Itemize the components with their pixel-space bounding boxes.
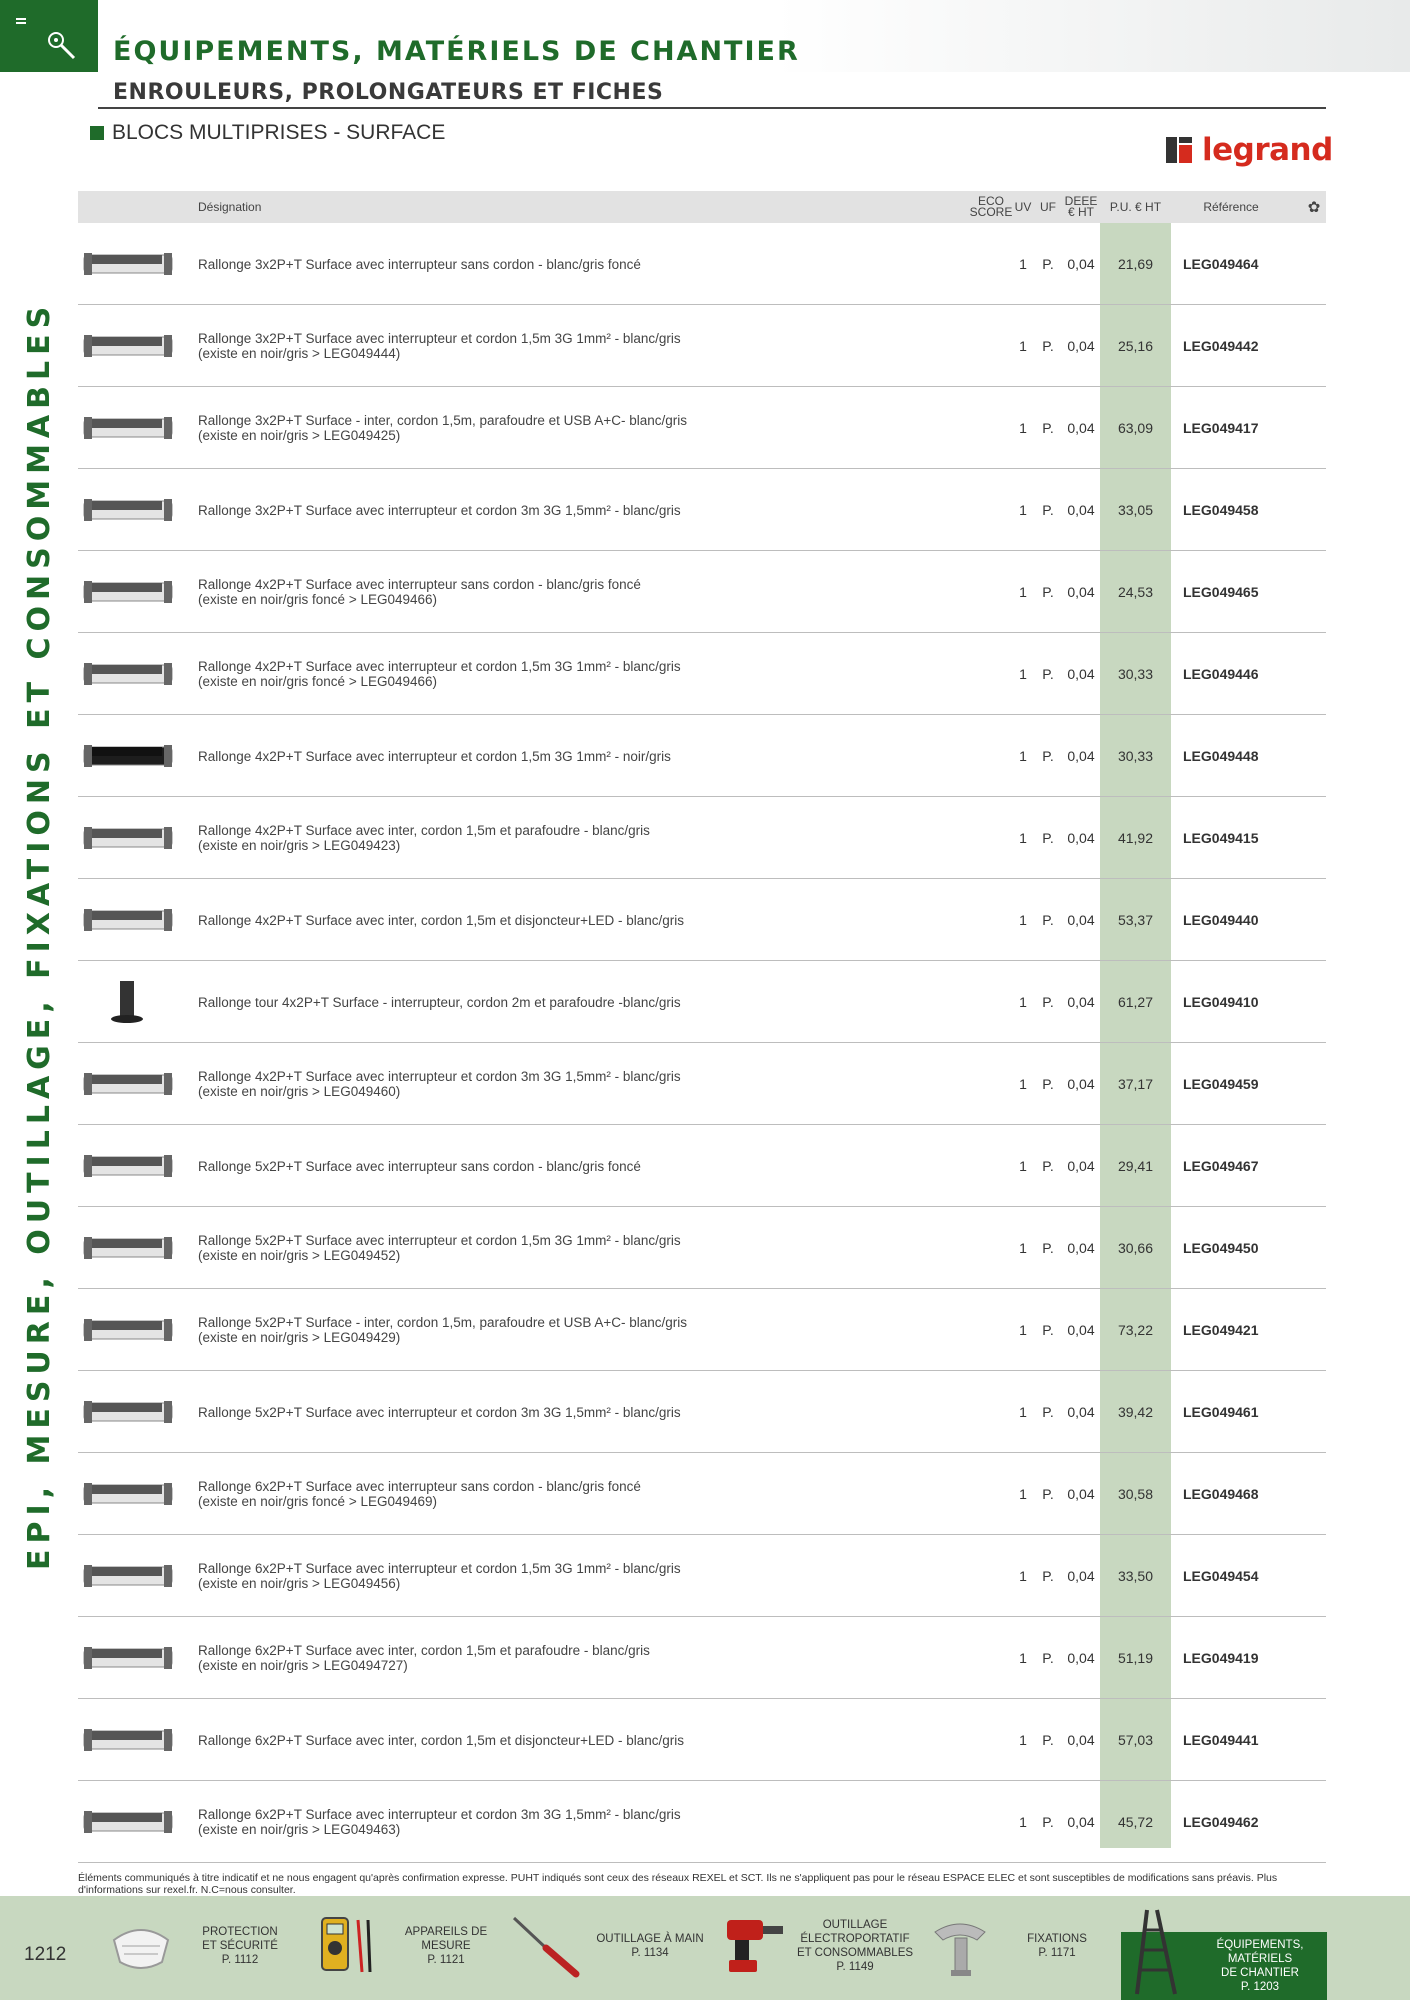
cell-uf: P. bbox=[1042, 748, 1054, 764]
designation-line: Rallonge tour 4x2P+T Surface - interrupteur, cordon 2m et parafoudre -blanc/gris bbox=[198, 994, 681, 1010]
nav-label-line: DE CHANTIER bbox=[1221, 1967, 1299, 1979]
table-row[interactable] bbox=[78, 715, 1326, 797]
designation-variant: (existe en noir/gris > LEG049444) bbox=[198, 346, 401, 361]
cell-price: 53,37 bbox=[1117, 912, 1154, 928]
cell-price: 21,69 bbox=[1117, 256, 1154, 272]
nav-label-line: P. 1134 bbox=[631, 1947, 669, 1959]
nav-site-equipment[interactable] bbox=[1121, 1932, 1327, 2000]
nav-measure[interactable] bbox=[300, 1896, 510, 2000]
product-image bbox=[80, 1391, 176, 1433]
cell-uf: P. bbox=[1042, 502, 1054, 518]
designation-variant: (existe en noir/gris > LEG049460) bbox=[198, 1084, 401, 1099]
table-row[interactable] bbox=[78, 1043, 1326, 1125]
cell-price: 41,92 bbox=[1117, 830, 1154, 846]
product-designation bbox=[198, 387, 958, 469]
cell-price: 30,33 bbox=[1117, 748, 1154, 764]
product-designation bbox=[198, 1371, 958, 1453]
page-title: ÉQUIPEMENTS, MATÉRIELS DE CHANTIER bbox=[113, 36, 800, 67]
cell-reference[interactable]: LEG049417 bbox=[1183, 420, 1259, 436]
cell-uv: 1 bbox=[1019, 1650, 1027, 1666]
product-designation bbox=[198, 879, 958, 961]
cell-uf: P. bbox=[1042, 1322, 1054, 1338]
nav-label-line: P. 1203 bbox=[1240, 1981, 1280, 1993]
cell-uv: 1 bbox=[1019, 584, 1027, 600]
product-image bbox=[80, 817, 176, 859]
cell-price: 29,41 bbox=[1117, 1158, 1154, 1174]
cell-uf: P. bbox=[1042, 1568, 1054, 1584]
product-table bbox=[78, 223, 1326, 1863]
cell-deee: 0,04 bbox=[1067, 1814, 1095, 1830]
product-image bbox=[80, 735, 176, 777]
designation-variant: (existe en noir/gris > LEG0494727) bbox=[198, 1658, 408, 1673]
cell-deee: 0,04 bbox=[1067, 1158, 1095, 1174]
product-designation bbox=[198, 1125, 958, 1207]
mask-icon bbox=[106, 1910, 176, 1980]
page-number: 1212 bbox=[24, 1944, 67, 1965]
cell-price: 37,17 bbox=[1117, 1076, 1154, 1092]
cell-deee: 0,04 bbox=[1067, 748, 1095, 764]
nav-label-line: ÉLECTROPORTATIF bbox=[800, 1933, 910, 1945]
cell-uf: P. bbox=[1042, 1486, 1054, 1502]
nav-label-line: FIXATIONS bbox=[1027, 1933, 1087, 1945]
designation-line: Rallonge 6x2P+T Surface avec interrupteur et cordon 1,5m 3G 1mm² - blanc/gris bbox=[198, 1561, 681, 1576]
product-designation bbox=[198, 715, 958, 797]
cell-deee: 0,04 bbox=[1067, 256, 1095, 272]
cell-uv: 1 bbox=[1019, 1814, 1027, 1830]
designation-line: Rallonge 6x2P+T Surface avec interrupteur et cordon 3m 3G 1,5mm² - blanc/gris bbox=[198, 1807, 681, 1822]
product-image bbox=[80, 325, 176, 367]
side-category-label: EPI, MESURE, OUTILLAGE, FIXATIONS ET CONSOMMABLES bbox=[22, 300, 57, 1570]
product-designation bbox=[198, 633, 958, 715]
nav-fixings[interactable] bbox=[925, 1896, 1121, 2000]
product-designation bbox=[198, 961, 958, 1043]
cell-deee: 0,04 bbox=[1067, 666, 1095, 682]
cell-uf: P. bbox=[1042, 912, 1054, 928]
cell-price: 73,22 bbox=[1117, 1322, 1154, 1338]
product-designation bbox=[198, 469, 958, 551]
cell-price: 39,42 bbox=[1117, 1404, 1154, 1420]
nav-label-line: OUTILLAGE À MAIN bbox=[596, 1933, 704, 1945]
cell-price: 63,09 bbox=[1117, 420, 1154, 436]
product-image bbox=[80, 571, 176, 613]
cell-reference[interactable]: LEG049454 bbox=[1183, 1568, 1259, 1584]
designation-line: Rallonge 3x2P+T Surface avec interrupteur sans cordon - blanc/gris foncé bbox=[198, 256, 641, 272]
product-image bbox=[80, 981, 176, 1023]
product-image bbox=[80, 1555, 176, 1597]
cell-deee: 0,04 bbox=[1067, 584, 1095, 600]
designation-line: Rallonge 6x2P+T Surface avec inter, cordon 1,5m et parafoudre - blanc/gris bbox=[198, 1643, 650, 1658]
cell-uv: 1 bbox=[1019, 748, 1027, 764]
cell-uf: P. bbox=[1042, 1076, 1054, 1092]
recycle-icon: ✿ bbox=[1307, 198, 1321, 216]
cell-reference[interactable]: LEG049419 bbox=[1183, 1650, 1259, 1666]
product-designation bbox=[198, 1699, 958, 1781]
cell-price: 33,50 bbox=[1117, 1568, 1154, 1584]
cell-reference[interactable]: LEG049415 bbox=[1183, 830, 1259, 846]
product-image bbox=[80, 1145, 176, 1187]
cell-uv: 1 bbox=[1019, 420, 1027, 436]
cell-price: 61,27 bbox=[1117, 994, 1154, 1010]
table-row[interactable] bbox=[78, 1371, 1326, 1453]
designation-line: Rallonge 3x2P+T Surface avec interrupteur et cordon 3m 3G 1,5mm² - blanc/gris bbox=[198, 502, 681, 518]
nav-protection[interactable] bbox=[100, 1896, 300, 2000]
col-header-price: P.U. € HT bbox=[1109, 199, 1162, 214]
cell-deee: 0,04 bbox=[1067, 1732, 1095, 1748]
table-row[interactable] bbox=[78, 223, 1326, 305]
nav-label-line: OUTILLAGE bbox=[822, 1919, 888, 1931]
col-header-uf: UF bbox=[1040, 199, 1056, 214]
designation-line: Rallonge 4x2P+T Surface avec inter, cordon 1,5m et parafoudre - blanc/gris bbox=[198, 823, 650, 838]
cell-uv: 1 bbox=[1019, 1568, 1027, 1584]
cell-uf: P. bbox=[1042, 1240, 1054, 1256]
designation-variant: (existe en noir/gris > LEG049423) bbox=[198, 838, 401, 853]
brand-name: legrand bbox=[1202, 132, 1333, 168]
cell-deee: 0,04 bbox=[1067, 912, 1095, 928]
designation-line: Rallonge 4x2P+T Surface avec inter, cordon 1,5m et disjoncteur+LED - blanc/gris bbox=[198, 912, 685, 928]
nav-label-line: ÉQUIPEMENTS, MATÉRIELS bbox=[1216, 1939, 1304, 1965]
nav-hand-tools[interactable] bbox=[510, 1896, 710, 2000]
table-row[interactable] bbox=[78, 879, 1326, 961]
brand-logo bbox=[1166, 130, 1333, 170]
nav-label-line: P. 1149 bbox=[836, 1961, 874, 1973]
designation-line: Rallonge 4x2P+T Surface avec interrupteur et cordon 1,5m 3G 1mm² - noir/gris bbox=[198, 748, 671, 764]
cell-uv: 1 bbox=[1019, 256, 1027, 272]
product-image bbox=[80, 1063, 176, 1105]
product-designation bbox=[198, 305, 958, 387]
product-image bbox=[80, 243, 176, 285]
cell-uf: P. bbox=[1042, 1404, 1054, 1420]
menu-icon[interactable] bbox=[16, 18, 26, 24]
cell-deee: 0,04 bbox=[1067, 994, 1095, 1010]
cell-deee: 0,04 bbox=[1067, 1322, 1095, 1338]
cell-deee: 0,04 bbox=[1067, 420, 1095, 436]
nav-label-line: APPAREILS DE MESURE bbox=[404, 1926, 488, 1952]
title-divider bbox=[98, 107, 1326, 109]
cell-uf: P. bbox=[1042, 830, 1054, 846]
category-badge[interactable] bbox=[0, 0, 98, 72]
product-image bbox=[80, 653, 176, 695]
table-row[interactable] bbox=[78, 961, 1326, 1043]
designation-line: Rallonge 3x2P+T Surface avec interrupteur et cordon 1,5m 3G 1mm² - blanc/gris bbox=[198, 331, 681, 346]
designation-line: Rallonge 5x2P+T Surface avec interrupteur et cordon 3m 3G 1,5mm² - blanc/gris bbox=[198, 1404, 681, 1420]
designation-line: Rallonge 4x2P+T Surface avec interrupteur sans cordon - blanc/gris foncé bbox=[198, 577, 641, 592]
cell-reference[interactable]: LEG049410 bbox=[1183, 994, 1259, 1010]
cell-reference[interactable]: LEG049465 bbox=[1183, 584, 1259, 600]
designation-line: Rallonge 6x2P+T Surface avec interrupteur sans cordon - blanc/gris foncé bbox=[198, 1479, 641, 1494]
multimeter-icon bbox=[310, 1910, 380, 1980]
designation-variant: (existe en noir/gris > LEG049452) bbox=[198, 1248, 401, 1263]
cell-uf: P. bbox=[1042, 1650, 1054, 1666]
designation-variant: (existe en noir/gris foncé > LEG049466) bbox=[198, 674, 438, 689]
product-designation bbox=[198, 797, 958, 879]
cell-reference[interactable]: LEG049442 bbox=[1183, 338, 1259, 354]
nav-label-line: PROTECTION bbox=[202, 1926, 278, 1938]
table-row[interactable] bbox=[78, 1453, 1326, 1535]
cell-uv: 1 bbox=[1019, 1158, 1027, 1174]
cell-uv: 1 bbox=[1019, 1322, 1027, 1338]
product-image bbox=[80, 899, 176, 941]
table-row[interactable] bbox=[78, 1207, 1326, 1289]
cell-reference[interactable]: LEG049464 bbox=[1183, 256, 1259, 272]
cell-uf: P. bbox=[1042, 994, 1054, 1010]
product-image bbox=[80, 1309, 176, 1351]
cell-reference[interactable]: LEG049446 bbox=[1183, 666, 1259, 682]
table-row[interactable] bbox=[78, 1699, 1326, 1781]
product-image bbox=[80, 489, 176, 531]
designation-variant: (existe en noir/gris > LEG049429) bbox=[198, 1330, 401, 1345]
product-image bbox=[80, 1637, 176, 1679]
table-row[interactable] bbox=[78, 1535, 1326, 1617]
table-row[interactable] bbox=[78, 1781, 1326, 1863]
cell-price: 57,03 bbox=[1117, 1732, 1154, 1748]
designation-variant: (existe en noir/gris foncé > LEG049469) bbox=[198, 1494, 438, 1509]
cell-reference[interactable]: LEG049441 bbox=[1183, 1732, 1259, 1748]
col-header-reference: Référence bbox=[1203, 199, 1259, 214]
cell-uf: P. bbox=[1042, 666, 1054, 682]
page-subtitle: ENROULEURS, PROLONGATEURS ET FICHES bbox=[113, 80, 664, 105]
cell-price: 30,33 bbox=[1117, 666, 1154, 682]
designation-variant: (existe en noir/gris > LEG049456) bbox=[198, 1576, 401, 1591]
cell-uf: P. bbox=[1042, 584, 1054, 600]
cell-uf: P. bbox=[1042, 420, 1054, 436]
clamp-icon bbox=[925, 1910, 995, 1980]
cell-price: 24,53 bbox=[1117, 584, 1154, 600]
col-header-eco-score: ECO SCORE bbox=[969, 194, 1013, 219]
table-row[interactable] bbox=[78, 469, 1326, 551]
table-row[interactable] bbox=[78, 305, 1326, 387]
cell-deee: 0,04 bbox=[1067, 502, 1095, 518]
cell-price: 30,58 bbox=[1117, 1486, 1154, 1502]
cell-uv: 1 bbox=[1019, 994, 1027, 1010]
cell-price: 33,05 bbox=[1117, 502, 1154, 518]
section-marker bbox=[90, 126, 104, 140]
screwdriver-icon bbox=[510, 1910, 580, 1980]
cell-uf: P. bbox=[1042, 1814, 1054, 1830]
nav-label-line: P. 1171 bbox=[1038, 1947, 1076, 1959]
col-header-uv: UV bbox=[1014, 199, 1032, 214]
designation-line: Rallonge 5x2P+T Surface avec interrupteur sans cordon - blanc/gris foncé bbox=[198, 1158, 641, 1174]
cell-price: 45,72 bbox=[1117, 1814, 1154, 1830]
section-title: BLOCS MULTIPRISES - SURFACE bbox=[112, 121, 446, 144]
cell-uv: 1 bbox=[1019, 338, 1027, 354]
table-row[interactable] bbox=[78, 797, 1326, 879]
col-header-deee: DEEE € HT bbox=[1064, 194, 1098, 219]
product-image bbox=[80, 1719, 176, 1761]
cell-uv: 1 bbox=[1019, 830, 1027, 846]
product-image bbox=[80, 1801, 176, 1843]
cell-deee: 0,04 bbox=[1067, 1650, 1095, 1666]
col-header-designation: Désignation bbox=[198, 199, 262, 214]
drill-icon bbox=[719, 1910, 789, 1980]
designation-variant: (existe en noir/gris foncé > LEG049466) bbox=[198, 592, 438, 607]
nav-label-line: P. 1112 bbox=[221, 1954, 259, 1966]
cell-uv: 1 bbox=[1019, 1486, 1027, 1502]
cell-uv: 1 bbox=[1019, 1076, 1027, 1092]
cell-reference[interactable]: LEG049462 bbox=[1183, 1814, 1259, 1830]
cell-uv: 1 bbox=[1019, 1404, 1027, 1420]
cell-price: 30,66 bbox=[1117, 1240, 1154, 1256]
nav-label-line: ET SÉCURITÉ bbox=[202, 1940, 278, 1952]
cell-deee: 0,04 bbox=[1067, 1486, 1095, 1502]
cell-uv: 1 bbox=[1019, 1240, 1027, 1256]
table-row[interactable] bbox=[78, 633, 1326, 715]
product-image bbox=[80, 1227, 176, 1269]
cell-reference[interactable]: LEG049461 bbox=[1183, 1404, 1259, 1420]
ladder-icon bbox=[1127, 1902, 1197, 1998]
designation-line: Rallonge 4x2P+T Surface avec interrupteur et cordon 1,5m 3G 1mm² - blanc/gris bbox=[198, 659, 681, 674]
designation-line: Rallonge 6x2P+T Surface avec inter, cordon 1,5m et disjoncteur+LED - blanc/gris bbox=[198, 1732, 685, 1748]
table-header bbox=[78, 191, 1326, 223]
cell-reference[interactable]: LEG049458 bbox=[1183, 502, 1259, 518]
cell-uf: P. bbox=[1042, 256, 1054, 272]
cell-price: 51,19 bbox=[1117, 1650, 1154, 1666]
cell-deee: 0,04 bbox=[1067, 1404, 1095, 1420]
cell-deee: 0,04 bbox=[1067, 1240, 1095, 1256]
cell-uf: P. bbox=[1042, 1732, 1054, 1748]
cell-uv: 1 bbox=[1019, 1732, 1027, 1748]
cell-deee: 0,04 bbox=[1067, 1568, 1095, 1584]
cell-uf: P. bbox=[1042, 1158, 1054, 1174]
product-designation bbox=[198, 1617, 958, 1699]
cell-reference[interactable]: LEG049467 bbox=[1183, 1158, 1259, 1174]
product-designation bbox=[198, 1781, 958, 1863]
nav-power-tools[interactable] bbox=[715, 1896, 925, 2000]
designation-line: Rallonge 5x2P+T Surface - inter, cordon 1,5m, parafoudre et USB A+C- blanc/gris bbox=[198, 1315, 688, 1330]
product-designation bbox=[198, 551, 958, 633]
cell-reference[interactable]: LEG049459 bbox=[1183, 1076, 1259, 1092]
cell-uv: 1 bbox=[1019, 502, 1027, 518]
cell-uv: 1 bbox=[1019, 912, 1027, 928]
footnote: Éléments communiqués à titre indicatif et ne nous engagent qu'après confirmation expresse. PUHT indiqués sont ceux des réseaux REXEL et SCT. Ils ne s'appliquent pas pour le réseau ESPACE ELEC et sont susceptibles de modifications sans préavis. Plus d'informations sur rexel.fr. N.C=nous consulter. bbox=[78, 1872, 1278, 1896]
table-row[interactable] bbox=[78, 551, 1326, 633]
designation-line: Rallonge 5x2P+T Surface avec interrupteur et cordon 1,5m 3G 1mm² - blanc/gris bbox=[198, 1233, 681, 1248]
product-designation bbox=[198, 1207, 958, 1289]
cell-reference[interactable]: LEG049448 bbox=[1183, 748, 1259, 764]
designation-line: Rallonge 3x2P+T Surface - inter, cordon 1,5m, parafoudre et USB A+C- blanc/gris bbox=[198, 413, 688, 428]
cell-reference[interactable]: LEG049421 bbox=[1183, 1322, 1259, 1338]
product-designation bbox=[198, 1289, 958, 1371]
product-image bbox=[80, 1473, 176, 1515]
table-row[interactable] bbox=[78, 1289, 1326, 1371]
product-designation bbox=[198, 1043, 958, 1125]
cell-reference[interactable]: LEG049450 bbox=[1183, 1240, 1259, 1256]
product-designation bbox=[198, 223, 958, 305]
designation-variant: (existe en noir/gris > LEG049463) bbox=[198, 1822, 401, 1837]
table-row[interactable] bbox=[78, 387, 1326, 469]
brand-mark-icon bbox=[1166, 135, 1196, 165]
cell-reference[interactable]: LEG049468 bbox=[1183, 1486, 1259, 1502]
product-image bbox=[80, 407, 176, 449]
cell-uv: 1 bbox=[1019, 666, 1027, 682]
tool-icon bbox=[44, 26, 78, 60]
table-row[interactable] bbox=[78, 1617, 1326, 1699]
cell-deee: 0,04 bbox=[1067, 338, 1095, 354]
cell-uf: P. bbox=[1042, 338, 1054, 354]
designation-variant: (existe en noir/gris > LEG049425) bbox=[198, 428, 401, 443]
table-row[interactable] bbox=[78, 1125, 1326, 1207]
nav-label-line: P. 1121 bbox=[427, 1954, 465, 1966]
nav-label-line: ET CONSOMMABLES bbox=[796, 1947, 914, 1959]
cell-deee: 0,04 bbox=[1067, 830, 1095, 846]
cell-reference[interactable]: LEG049440 bbox=[1183, 912, 1259, 928]
cell-price: 25,16 bbox=[1117, 338, 1154, 354]
designation-line: Rallonge 4x2P+T Surface avec interrupteur et cordon 3m 3G 1,5mm² - blanc/gris bbox=[198, 1069, 681, 1084]
cell-deee: 0,04 bbox=[1067, 1076, 1095, 1092]
product-designation bbox=[198, 1535, 958, 1617]
product-designation bbox=[198, 1453, 958, 1535]
